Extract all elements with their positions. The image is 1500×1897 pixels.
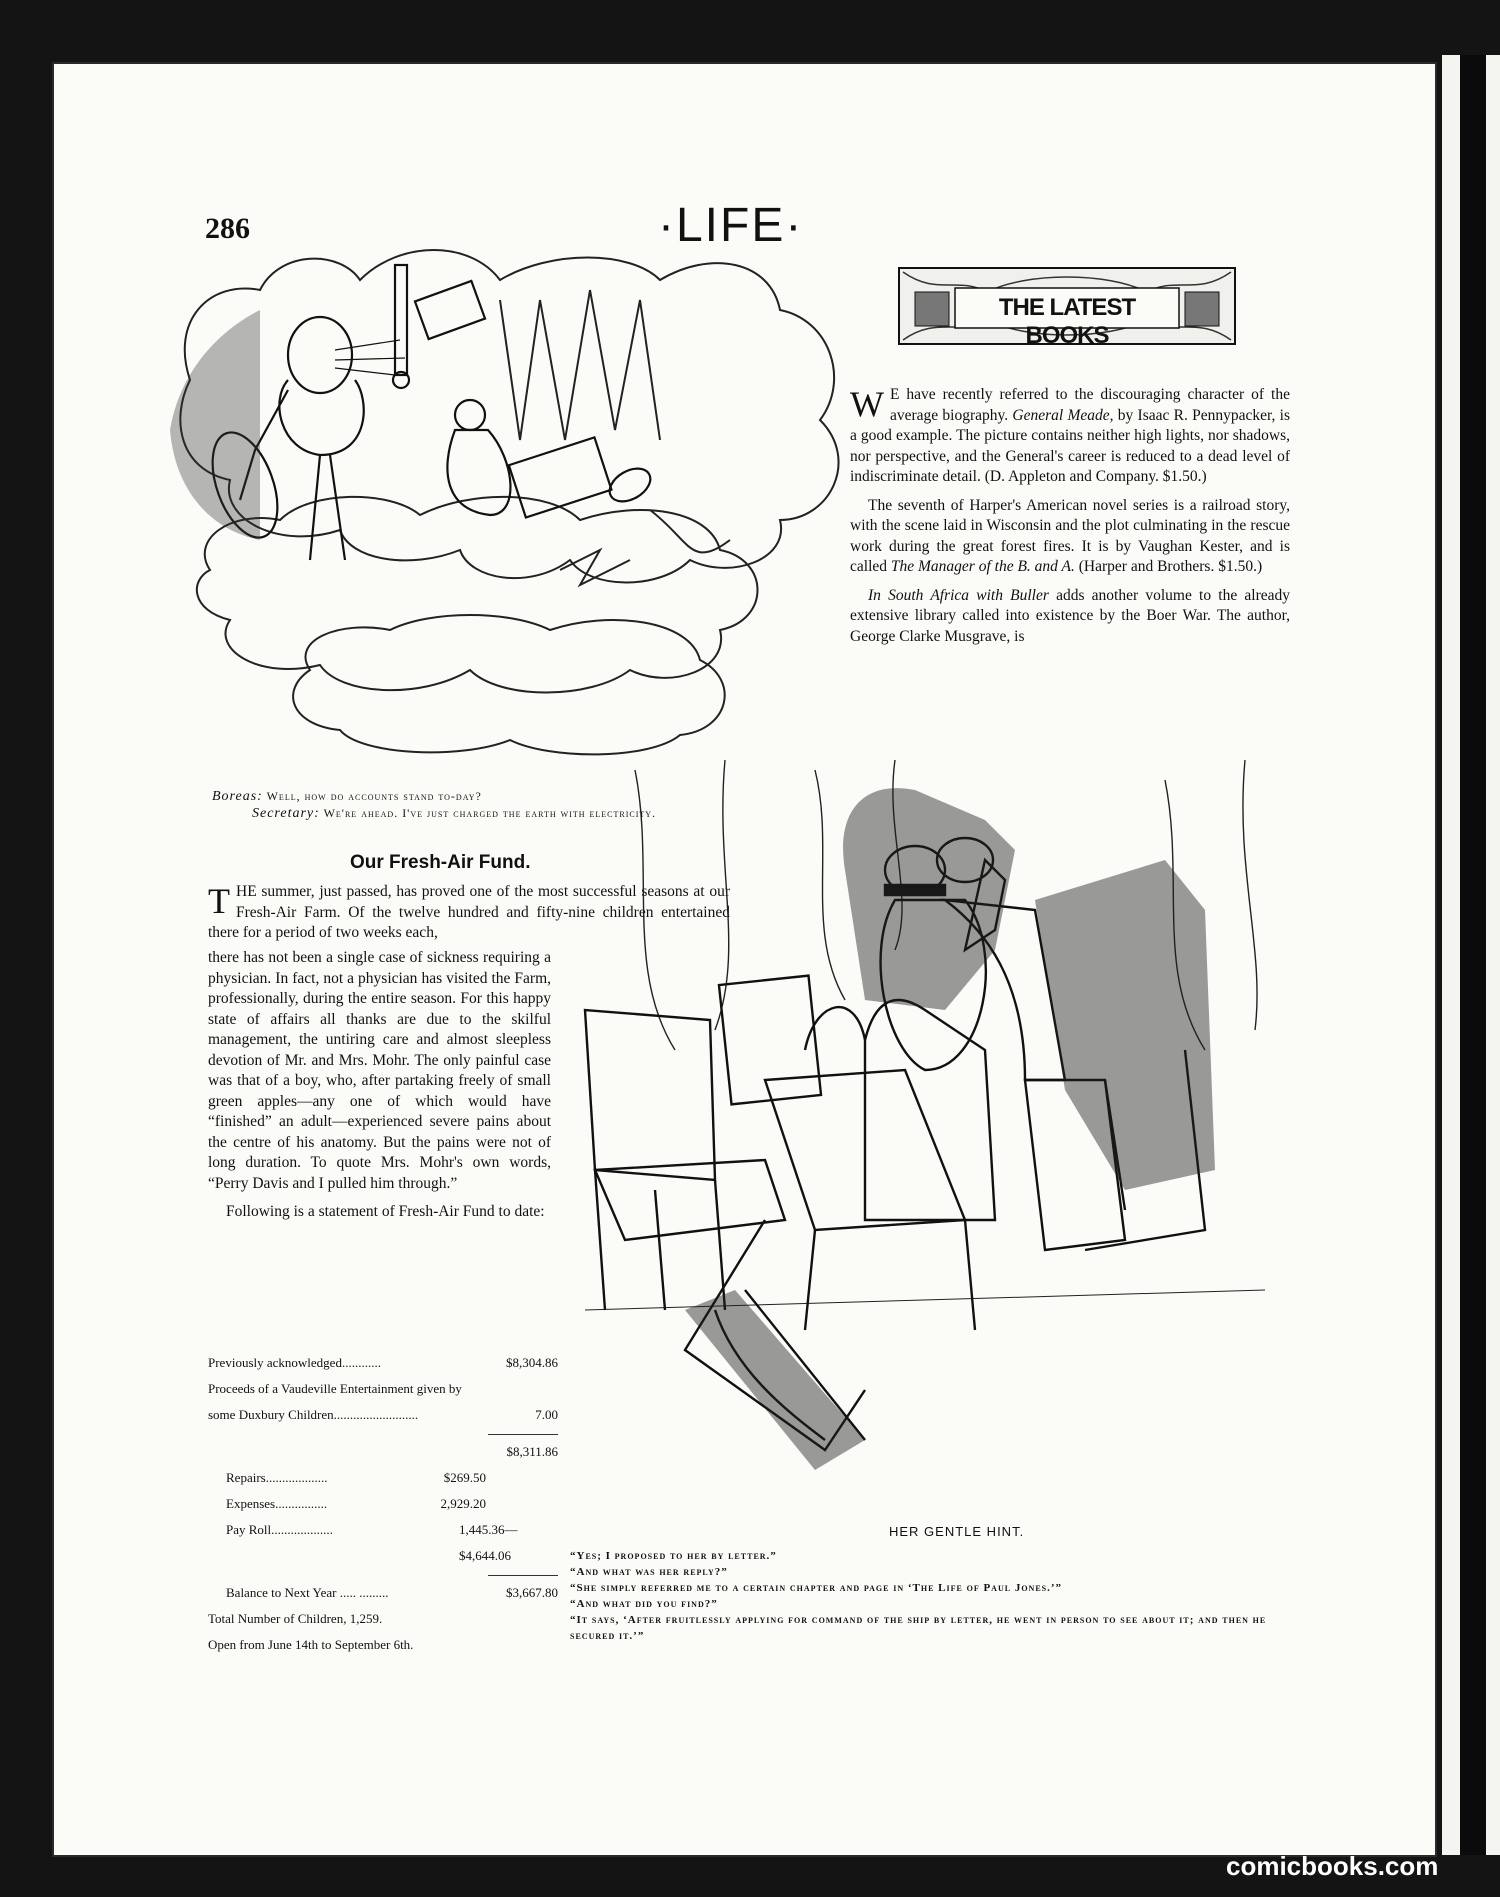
drop-cap-t: T	[208, 881, 230, 921]
hint-line: “And what did you find?”	[570, 1598, 718, 1610]
masthead-title: ·LIFE·	[658, 199, 804, 252]
book-review-para-3: In South Africa with Buller adds another volume to the already extensive library called into existence by the Boer War. The author, George Clarke Musgrave, is	[850, 586, 1291, 645]
ledger-open-dates: Open from June 14th to September 6th.	[208, 1637, 414, 1652]
book-title-general-meade: General Meade,	[1012, 406, 1114, 424]
ledger-row-repairs: Repairs................... $269.50	[226, 1470, 486, 1485]
ledger-row-previous: Previously acknowledged............ $8,304.86	[208, 1355, 558, 1370]
ledger-row-expenses: Expenses................ 2,929.20	[226, 1496, 486, 1511]
caption-line-boreas: Well, how do accounts stand to-day?	[266, 789, 482, 803]
page-number: 286	[205, 212, 250, 245]
adjacent-page-edge	[1442, 55, 1500, 1855]
book-review-para-2: The seventh of Harper's American novel series is a railroad story, with the scene laid in Wisconsin and the plot culminating in the rescue work during the great forest fires. It is by Vaughan Kester, and is called The Manager of the B. and A. (Harper and Brothers. $1.50.)	[850, 496, 1290, 575]
fund-ledger	[208, 1350, 558, 1658]
hint-illustration-title: HER GENTLE HINT.	[889, 1524, 1025, 1539]
ledger-row-subtotal: $8,311.86	[506, 1444, 558, 1459]
ledger-total-children: Total Number of Children, 1,259.	[208, 1611, 383, 1626]
ledger-row-proceeds: Proceeds of a Vaudeville Entertainment given by some Duxbury Children.......................... 7.00	[208, 1381, 558, 1422]
ledger-row-balance: Balance to Next Year ..... ......... $3,667.80	[226, 1585, 558, 1600]
boreas-cartoon	[170, 240, 865, 760]
latest-books-column	[850, 385, 1290, 655]
drop-cap-w: W	[850, 384, 884, 424]
caption-line-secretary: We're ahead. I've just charged the earth with electricity.	[323, 806, 657, 820]
hint-dialogue	[570, 1548, 1290, 1644]
hint-line: “Yes; I proposed to her by letter.”	[570, 1550, 777, 1562]
statement-intro: Following is a statement of Fresh-Air Fund to date:	[226, 1203, 545, 1220]
caption-speaker-secretary: Secretary:	[252, 806, 320, 821]
book-title-south-africa: In South Africa with Buller	[868, 586, 1049, 604]
fresh-air-wide-text: THE summer, just passed, has proved one of the most successful seasons at our Fresh-Air Farm. Of the twelve hundred and fifty-nine children entertained there for a period of two weeks each,	[208, 881, 730, 941]
ledger-row-payroll: Pay Roll................... 1,445.36—$4,644.06	[226, 1522, 518, 1563]
fresh-air-narrow-text: there has not been a single case of sickness requiring a physician. In fact, not a physician has visited the Farm, professionally, during the entire season. For this happy state of affairs all thanks are due to the skilful management, the untiring care and almost sleepless devotion of Mr. and Mrs. Mohr. The only painful case was that of a boy, who, after partaking freely of small green apples—any one of which would have “finished” an adult—experienced severe pains about the centre of his anatomy. But the pains were not of long duration. To quote Mrs. Mohr's own words, “Perry Davis and I pulled him through.” Following is a statement of Fresh-Air Fund to date:	[208, 948, 551, 1231]
book-review-para-1: W E have recently referred to the discouraging character of the average biography. General Meade, by Isaac R. Pennypacker, is a good example. The picture contains neither high lights, nor shadows, nor perspective, and the General's career is reduced to a dead level of indiscriminate detail. (D. Appleton and Company. $1.50.)	[850, 384, 1290, 485]
caption-speaker-boreas: Boreas:	[212, 789, 263, 804]
hint-line: “It says, ‘After fruitlessly applying for command of the ship by letter, he went in person to see about it; and then he secured it.’”	[570, 1614, 1267, 1642]
hint-line: “And what was her reply?”	[570, 1566, 728, 1578]
book-title-manager: The Manager of the B. and A.	[890, 558, 1075, 575]
latest-books-banner	[897, 266, 1237, 349]
hint-line: “She simply referred me to a certain chapter and page in ‘The Life of Paul Jones.’”	[570, 1582, 1063, 1594]
watermark: comicbooks.com	[1226, 1851, 1439, 1881]
fresh-air-fund-title: Our Fresh-Air Fund.	[350, 852, 531, 873]
gentle-hint-illustration	[565, 750, 1285, 1515]
latest-books-heading: THE LATEST BOOKS	[998, 294, 1136, 349]
